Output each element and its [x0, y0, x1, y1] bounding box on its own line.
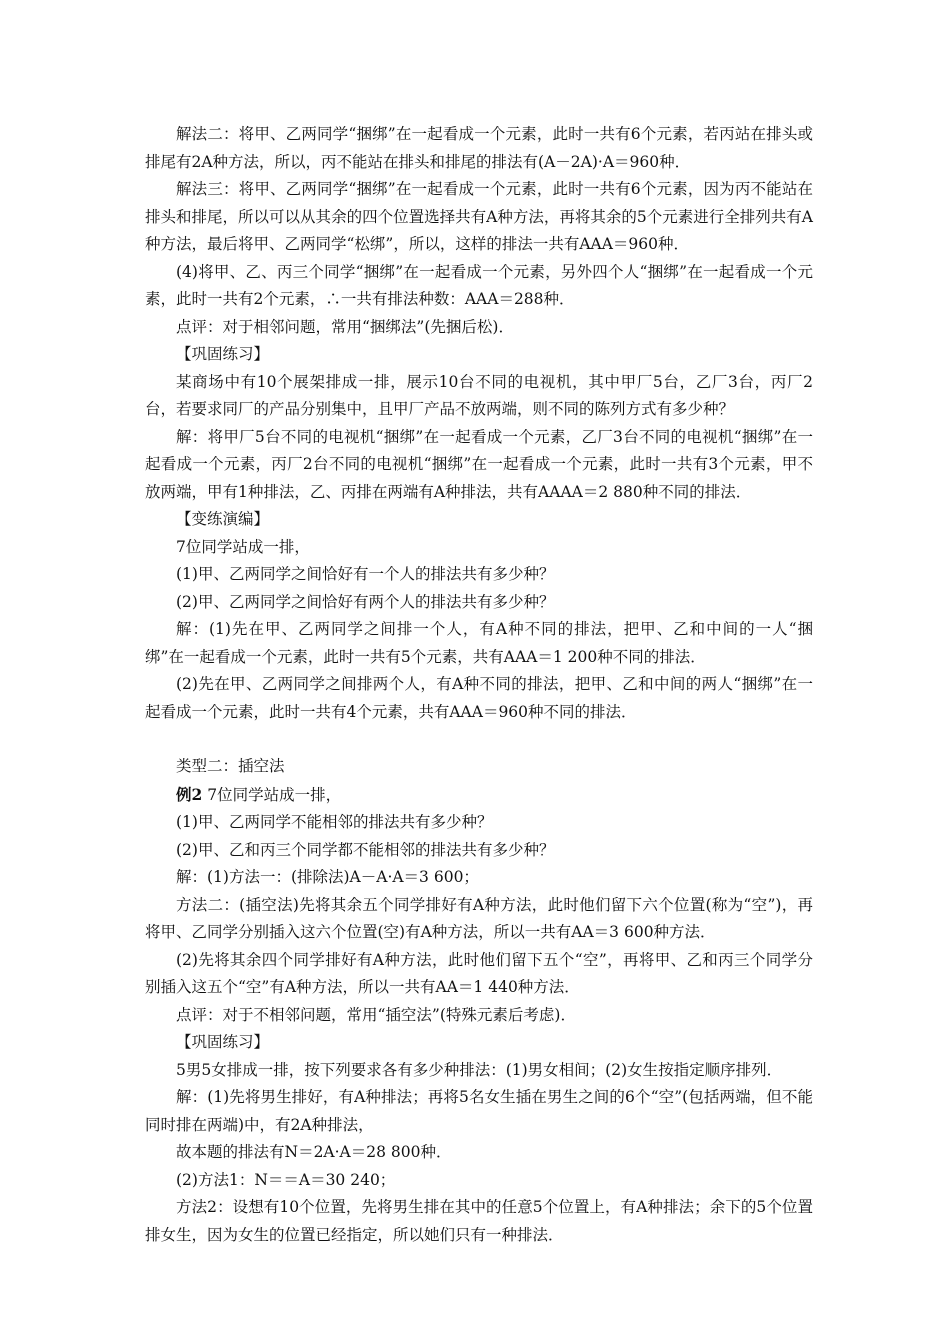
section-heading-variation: 【变练演编】	[176, 510, 270, 528]
paragraph-variation-q1: (1)甲、乙两同学之间恰好有一个人的排法共有多少种？	[176, 565, 555, 583]
paragraph-example-method-2: 方法二：(插空法)先将其余五个同学排好有A种方法，此时他们留下六个位置(称为“空”)，再将甲、乙同学分别插入这六个位置(空)有A种方法，所以一共有AA＝3 600种方法．	[145, 895, 813, 941]
paragraph-solution-3: 解法三：将甲、乙两同学“捆绑”在一起看成一个元素，此时一共有6个元素，因为丙不能站在排头和排尾，所以可以从其余的四个位置选择共有A种方法，再将其余的5个元素进行全排列共有A种方法，最后将甲、乙两同学“松绑”，所以，这样的排法一共有AAA＝960种．	[145, 180, 813, 253]
paragraph-comment-2: 点评：对于不相邻问题，常用“插空法”(特殊元素后考虑)．	[176, 1005, 576, 1024]
paragraph-practice-solution-2d: 方法2：设想有10个位置，先将男生排在其中的任意5个位置上，有A种排法；余下的5个位置排女生，因为女生的位置已经指定，所以她们只有一种排法．	[145, 1198, 813, 1244]
paragraph-example-q1: (1)甲、乙两同学不能相邻的排法共有多少种？	[176, 813, 493, 831]
paragraph-variation-q2: (2)甲、乙两同学之间恰好有两个人的排法共有多少种？	[176, 592, 555, 611]
paragraph-example-q2: (2)甲、乙和丙三个同学都不能相邻的排法共有多少种？	[176, 840, 555, 859]
paragraph-practice-problem-2: 5男5女排成一排，按下列要求各有多少种排法：(1)男女相间；(2)女生按指定顺序排列．	[176, 1060, 783, 1079]
example-label: 例2	[176, 784, 203, 804]
paragraph-part-4: (4)将甲、乙、丙三个同学“捆绑”在一起看成一个元素，另外四个人“捆绑”在一起看成一个元素，此时一共有2个元素，∴一共有排法种数：AAA＝288种．	[145, 262, 813, 308]
paragraph-practice-problem-1: 某商场中有10个展架排成一排，展示10台不同的电视机，其中甲厂5台，乙厂3台，丙厂2台，若要求同厂的产品分别集中，且甲厂产品不放两端，则不同的陈列方式有多少种？	[145, 372, 813, 418]
example-2-text: 7位同学站成一排，	[207, 785, 342, 804]
document-page	[145, 121, 813, 1249]
paragraph-variation-a2: (2)先在甲、乙两同学之间排两个人，有A种不同的排法，把甲、乙和中间的两人“捆绑”在一起看成一个元素，此时一共有4个元素，共有AAA＝960种不同的排法．	[145, 675, 813, 721]
section-heading-type-2: 类型二：插空法	[176, 757, 285, 775]
section-heading-practice-1: 【巩固练习】	[176, 345, 270, 363]
paragraph-example-a2: (2)先将其余四个同学排好有A种方法，此时他们留下五个“空”，再将甲、乙和丙三个同学分别插入这五个“空”有A种方法，所以一共有AA＝1 440种方法．	[145, 950, 813, 996]
paragraph-variation-intro: 7位同学站成一排，	[176, 537, 310, 556]
paragraph-variation-a1: 解：(1)先在甲、乙两同学之间排一个人，有A种不同的排法，把甲、乙和中间的一人“捆绑”在一起看成一个元素，此时一共有5个元素，共有AAA＝1 200种不同的排法．	[145, 620, 813, 666]
section-heading-practice-2: 【巩固练习】	[176, 1033, 270, 1051]
paragraph-practice-solution-2b: 故本题的排法有N＝2A·A＝28 800种．	[176, 1143, 452, 1161]
paragraph-practice-solution-2a: 解：(1)先将男生排好，有A种排法；再将5名女生插在男生之间的6个“空”(包括两端，但不能同时排在两端)中，有2A种排法，	[145, 1088, 813, 1134]
spacer	[145, 726, 813, 753]
paragraph-practice-solution-2c: (2)方法1：N＝＝A＝30 240；	[176, 1170, 396, 1189]
paragraph-example-2	[145, 781, 813, 810]
paragraph-practice-solution-1: 解：将甲厂5台不同的电视机“捆绑”在一起看成一个元素，乙厂3台不同的电视机“捆绑”在一起看成一个元素，丙厂2台不同的电视机“捆绑”在一起看成一个元素，此时一共有3个元素，甲不放两端，甲有1种排法，乙、丙排在两端有A种排法，共有AAAA＝2 880种不同的排法．	[145, 427, 813, 501]
paragraph-example-a1: 解：(1)方法一：(排除法)A－A·A＝3 600；	[176, 868, 479, 886]
paragraph-solution-2: 解法二：将甲、乙两同学“捆绑”在一起看成一个元素，此时一共有6个元素，若丙站在排头或排尾有2A种方法，所以，丙不能站在排头和排尾的排法有(A－2A)·A＝960种．	[145, 125, 813, 171]
paragraph-comment-1: 点评：对于相邻问题，常用“捆绑法”(先捆后松)．	[176, 317, 514, 336]
